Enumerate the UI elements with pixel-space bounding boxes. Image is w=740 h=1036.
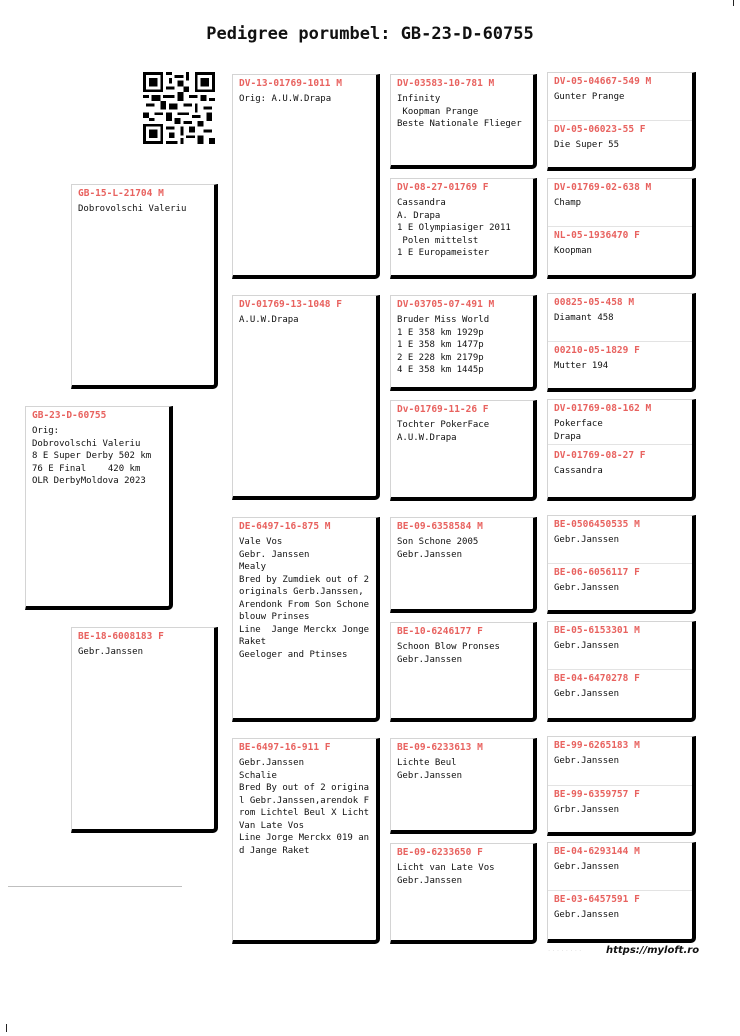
gen4-info: Infinity Koopman Prange Beste Nationale Flieger	[397, 94, 522, 129]
gen5-info: Gebr.Janssen	[554, 910, 620, 920]
gen5-info: Champ	[554, 198, 582, 208]
subject-info: Orig: Dobrovolschi Valeriu 8 E Super Derby 502 km 76 E Final 420 km OLR DerbyMoldova 2023	[32, 426, 152, 486]
gen4-ring: DV-03705-07-491 M	[397, 299, 495, 310]
gen5-info: Gunter Prange	[554, 92, 625, 102]
divider	[548, 890, 692, 891]
gen4-ring: BE-10-6246177 F	[397, 626, 483, 637]
gen5-info: Diamant 458	[554, 313, 614, 323]
gen4-ring: Dv-01769-11-26 F	[397, 404, 489, 415]
gen5-ring: DV-01769-08-27 F	[554, 450, 646, 461]
gen5-ring: BE-03-6457591 F	[554, 894, 640, 905]
gen5-ring: DV-01769-08-162 M	[554, 403, 652, 414]
gen5-pair-card[interactable]	[547, 178, 696, 279]
gen4-info: Son Schone 2005 Gebr.Janssen	[397, 537, 479, 560]
gen5-info: Die Super 55	[554, 140, 620, 150]
dam-info: Gebr.Janssen	[78, 647, 144, 657]
footer-url[interactable]: https://myloft.ro	[606, 945, 700, 956]
gen4-card[interactable]	[390, 517, 537, 613]
gen4-card[interactable]	[390, 738, 537, 834]
gen5-pair-card[interactable]	[547, 621, 696, 722]
gen4-ring: BE-09-6358584 M	[397, 521, 483, 532]
gen5-ring: BE-99-6359757 F	[554, 789, 640, 800]
gen4-card[interactable]	[390, 178, 537, 279]
dam-ring: BE-18-6008183 F	[78, 631, 164, 642]
gen3-card[interactable]	[232, 295, 380, 500]
divider	[548, 341, 692, 342]
faint-watermark: · · · · · · · ·	[548, 947, 582, 955]
gen3-ring: BE-6497-16-911 F	[239, 742, 331, 753]
sire-info: Dobrovolschi Valeriu	[78, 204, 187, 214]
divider	[548, 563, 692, 564]
sire-ring: GB-15-L-21704 M	[78, 188, 164, 199]
gen4-ring: BE-09-6233650 F	[397, 847, 483, 858]
gen4-ring: DV-03583-10-781 M	[397, 78, 495, 89]
gen5-ring: BE-04-6470278 F	[554, 673, 640, 684]
gen5-ring: 00825-05-458 M	[554, 297, 635, 308]
gen4-card[interactable]	[390, 74, 537, 169]
sire-card[interactable]	[71, 184, 218, 389]
gen4-info: Cassandra A. Drapa 1 E Olympiasiger 2011 Polen mittelst 1 E Europameister	[397, 198, 511, 258]
gen4-info: Lichte Beul Gebr.Janssen	[397, 758, 463, 781]
gen5-ring: DV-05-06023-55 F	[554, 124, 646, 135]
divider	[548, 669, 692, 670]
gen5-pair-card[interactable]	[547, 399, 696, 501]
gen4-info: Licht van Late Vos Gebr.Janssen	[397, 863, 495, 886]
gen3-info: A.U.W.Drapa	[239, 315, 299, 325]
gen5-pair-card[interactable]	[547, 736, 696, 836]
gen3-card[interactable]	[232, 74, 380, 279]
gen5-ring: NL-05-1936470 F	[554, 230, 640, 241]
gen5-info: Koopman	[554, 246, 592, 256]
gen5-pair-card[interactable]	[547, 293, 696, 392]
subject-ring: GB-23-D-60755	[32, 410, 107, 421]
gen5-ring: BE-04-6293144 M	[554, 846, 640, 857]
gen3-info: Orig: A.U.W.Drapa	[239, 94, 332, 104]
gen4-info: Bruder Miss World 1 E 358 km 1929p 1 E 358 km 1477p 2 E 228 km 2179p 4 E 358 km 1445p	[397, 315, 490, 375]
gen3-info: Gebr.Janssen Schalie Bred By out of 2 original Gebr.Janssen,arendok From Lichtel Beul X Licht Van Late Vos Line Jorge Merckx 019 and Jange Raket	[239, 758, 370, 856]
gen5-ring: BE-05-6153301 M	[554, 625, 640, 636]
dam-card[interactable]	[71, 627, 218, 833]
gen3-ring: DE-6497-16-875 M	[239, 521, 331, 532]
gen4-ring: DV-08-27-01769 F	[397, 182, 489, 193]
scan-mark	[6, 1024, 7, 1032]
qr-code-icon	[143, 72, 215, 144]
gen4-card[interactable]	[390, 295, 537, 391]
gen5-ring: BE-99-6265183 M	[554, 740, 640, 751]
gen5-ring: BE-06-6056117 F	[554, 567, 640, 578]
gen4-card[interactable]	[390, 400, 537, 501]
divider	[548, 120, 692, 121]
gen4-info: Tochter PokerFace A.U.W.Drapa	[397, 420, 490, 443]
gen5-ring: DV-05-04667-549 M	[554, 76, 652, 87]
gen5-info: Mutter 194	[554, 361, 609, 371]
gen4-card[interactable]	[390, 622, 537, 722]
gen3-card[interactable]	[232, 738, 380, 944]
gen3-info: Vale Vos Gebr. Janssen Mealy Bred by Zumdiek out of 2 originals Gerb.Janssen, Arendonk From Son Schone blouw Prinses Line Jange Merckx Jonge Raket Geeloger and Ptinses	[239, 537, 370, 660]
gen4-ring: BE-09-6233613 M	[397, 742, 483, 753]
gen5-info: Cassandra	[554, 466, 603, 476]
subject-card[interactable]	[25, 406, 173, 610]
gen5-info: Pokerface Drapa	[554, 419, 603, 442]
gen3-ring: DV-01769-13-1048 F	[239, 299, 342, 310]
divider	[548, 226, 692, 227]
divider	[8, 886, 182, 887]
gen5-ring: BE-0506450535 M	[554, 519, 640, 530]
gen3-ring: DV-13-01769-1011 M	[239, 78, 342, 89]
gen5-info: Gebr.Janssen	[554, 535, 620, 545]
gen5-info: Grbr.Janssen	[554, 805, 620, 815]
gen5-info: Gebr.Janssen	[554, 756, 620, 766]
page-title: Pedigree porumbel: GB-23-D-60755	[206, 24, 534, 44]
scan-mark	[733, 0, 734, 6]
gen5-info: Gebr.Janssen	[554, 583, 620, 593]
gen5-ring: 00210-05-1829 F	[554, 345, 640, 356]
divider	[548, 785, 692, 786]
gen5-pair-card[interactable]	[547, 72, 696, 171]
gen5-info: Gebr.Janssen	[554, 689, 620, 699]
gen4-card[interactable]	[390, 843, 537, 944]
gen5-pair-card[interactable]	[547, 515, 696, 614]
gen3-card[interactable]	[232, 517, 380, 722]
gen5-pair-card[interactable]	[547, 842, 696, 943]
gen5-info: Gebr.Janssen	[554, 862, 620, 872]
divider	[548, 444, 692, 445]
gen5-info: Gebr.Janssen	[554, 641, 620, 651]
gen5-ring: DV-01769-02-638 M	[554, 182, 652, 193]
gen4-info: Schoon Blow Pronses Gebr.Janssen	[397, 642, 500, 665]
